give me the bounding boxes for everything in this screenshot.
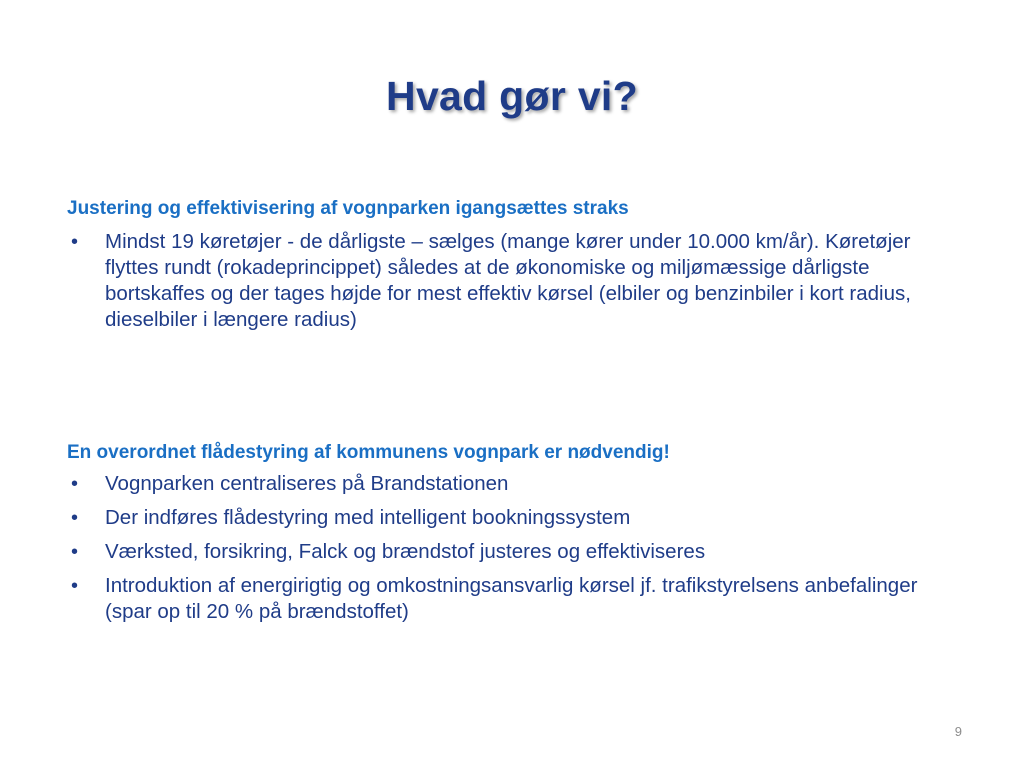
section-heading: En overordnet flådestyring af kommunens vognpark er nødvendig! bbox=[67, 442, 670, 463]
bullet-list bbox=[67, 471, 967, 625]
bullet-icon: • bbox=[71, 575, 79, 597]
bullet-icon: • bbox=[71, 541, 79, 563]
bullet-item bbox=[67, 573, 967, 625]
bullet-item bbox=[67, 539, 967, 565]
bullet-text: Værksted, forsikring, Falck og brændstof justeres og effektiviseres bbox=[105, 540, 706, 563]
bullet-item bbox=[67, 505, 967, 531]
section-heading: Justering og effektivisering af vognparken igangsættes straks bbox=[67, 198, 629, 219]
bullet-text: Introduktion af energirigtig og omkostningsansvarlig kørsel jf. trafikstyrelsens anbefalinger (spar op til 20 % på brændstoffet) bbox=[105, 574, 918, 623]
bullet-icon: • bbox=[71, 507, 79, 529]
bullet-icon: • bbox=[71, 473, 79, 495]
bullet-list bbox=[67, 229, 967, 333]
bullet-item bbox=[67, 229, 967, 333]
section-fleet-management bbox=[67, 438, 967, 625]
slide-title: Hvad gør vi? bbox=[386, 73, 638, 119]
bullet-item bbox=[67, 471, 967, 497]
bullet-text: Der indføres flådestyring med intelligent bookningssystem bbox=[105, 506, 631, 529]
bullet-icon: • bbox=[71, 231, 79, 253]
bullet-text: Mindst 19 køretøjer - de dårligste – sælges (mange kører under 10.000 km/år). Køretøjer flyttes rundt (rokadeprincippet) således at de økonomiske og miljømæssige dårligste bortskaffes og der tages højde for mest effektiv kørsel (elbiler og benzinbiler i kort radius, dieselbiler i længere radius) bbox=[105, 230, 911, 331]
bullet-text: Vognparken centraliseres på Brandstationen bbox=[105, 472, 509, 495]
page-number: 9 bbox=[954, 724, 962, 739]
section-fleet-adjustment bbox=[67, 194, 967, 333]
